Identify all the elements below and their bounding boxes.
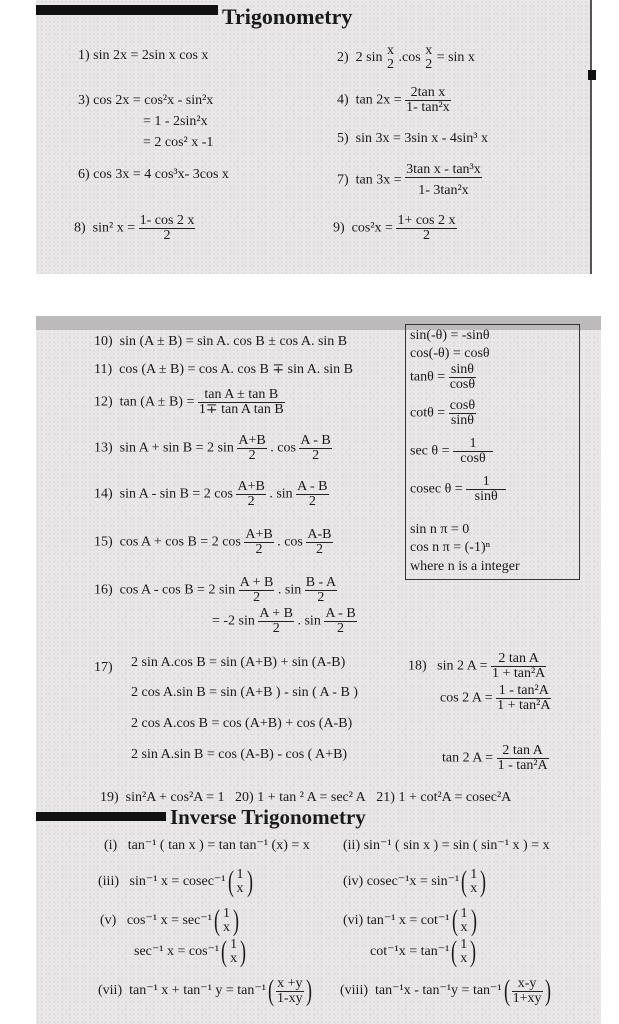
identity-17-line-3: 2 cos A.cos B = cos (A+B) + cos (A-B) (131, 716, 353, 731)
fraction: $\frac{\text{2tan x}}{\text{1- tan²x}}$ (406, 85, 450, 115)
inverse-ii: (ii) sin⁻¹ ( sin x ) = sin ( sin⁻¹ x ) = x (343, 838, 550, 853)
inverse-v-line-2: sec⁻¹ x = cos⁻¹( 1 x ) (134, 935, 247, 968)
fraction: x 2 (425, 43, 433, 72)
basic-identities-box: sin(-θ) = -sinθ cos(-θ) = cosθ tanθ = $\frac{\sin\theta}{\cos\theta}$ cotθ = $\frac{\cos\theta}{\sin\theta}$ sec θ = $\frac{1}{\cos\theta}$ cosec θ = $\frac{1}{\sin\theta}$ sin n π = 0 cos n π = (-1)ⁿ where n is a integer (405, 324, 580, 580)
inverse-viii: (viii) tan⁻¹x - tan⁻¹y = tan⁻¹( $\frac{x-y}{1+xy}$ ) (340, 974, 551, 1007)
identities-19-21: 19) sin²A + cos²A = 1 20) 1 + tan ² A = sec² A 21) 1 + cot²A = cosec²A (100, 790, 512, 805)
identity-15: 15) cos A + cos B = 2 cos $\frac{A+B}{2}$ . cos $\frac{A-B}{2}$ (94, 527, 332, 557)
inverse-i: (i) tan⁻¹ ( tan x ) = tan tan⁻¹ (x) = x (104, 838, 310, 853)
fraction: $\frac{1- \cos 2 x}{2}$ (139, 213, 195, 243)
formula-7: 7) tan 3x = $\frac{\text{3tan x - tan³x}}{\text{1- 3tan²x}}$ (337, 162, 481, 198)
formula-3-line-2: = 1 - 2sin²x (143, 114, 208, 129)
formula-6: 6) cos 3x = 4 cos³x- 3cos x (78, 167, 229, 182)
top-sheet (36, 0, 592, 274)
page-edge-mark (588, 70, 596, 80)
formula-3: 3) cos 2x = cos²x - sin²x (78, 93, 214, 108)
sec-definition: sec θ = $\frac{1}{\cos\theta}$ (410, 437, 493, 466)
title-bar-decoration (36, 5, 218, 15)
identity-10: 10) sin (A ± B) = sin A. cos B ± cos A. sin B (94, 334, 348, 349)
identity-17-line-4: 2 sin A.sin B = cos (A-B) - cos ( A+B) (131, 747, 348, 762)
formula-5: 5) sin 3x = 3sin x - 4sin³ x (337, 131, 488, 146)
inverse-iv: (iv) cosec⁻¹x = sin⁻¹( 1 x ) (343, 865, 487, 898)
identity-16-line-2: = -2 sin $\frac{A + B}{2}$ . sin $\frac{A - B}{2}$ (212, 606, 356, 636)
cosec-definition: cosec θ = $\frac{1}{\sin\theta}$ (410, 475, 506, 504)
inverse-iii: (iii) sin⁻¹ x = cosec⁻¹( 1 x ) (98, 865, 253, 898)
bottom-sheet (36, 316, 601, 1024)
formula-2: 2) 2 sin x 2 .cos x 2 = sin x (337, 43, 475, 72)
section-title-trigonometry: Trigonometry (222, 4, 353, 29)
fraction: $\frac{\text{3tan x - tan³x}}{\text{1- 3tan²x}}$ (406, 162, 481, 198)
identity-17-number: 17) (94, 660, 113, 675)
formula-4: 4) tan 2x = $\frac{\text{2tan x}}{\text{1- tan²x}}$ (337, 85, 450, 115)
identity-13: 13) sin A + sin B = 2 sin $\frac{A+B}{2}$ . cos $\frac{A - B}{2}$ (94, 433, 331, 463)
identity-12: 12) tan (A ± B) = $\frac{\text{tan A ± tan B}}{\text{1∓ tan A tan B}}$ (94, 387, 284, 417)
inverse-v: (v) cos⁻¹ x = sec⁻¹( 1 x ) (100, 904, 239, 937)
inverse-vi-line-2: cot⁻¹x = tan⁻¹( 1 x ) (370, 935, 477, 968)
inverse-title-bar-decoration (36, 812, 166, 821)
identity-14: 14) sin A - sin B = 2 cos $\frac{A+B}{2}$ . sin $\frac{A - B}{2}$ (94, 479, 328, 509)
fraction: $\frac{1+ \cos 2 x}{2}$ (397, 213, 456, 243)
identity-17-line-2: 2 cos A.sin B = sin (A+B ) - sin ( A - B ) (131, 685, 358, 700)
identity-17-line-1: 2 sin A.cos B = sin (A+B) + sin (A-B) (131, 655, 346, 670)
tan-definition: tanθ = $\frac{\sin\theta}{\cos\theta}$ (410, 362, 476, 392)
identity-18-cos2a: cos 2 A = $\frac{\text{1 - tan²A}}{\text{1 + tan²A}}$ (440, 683, 551, 713)
fraction: $\frac{\text{tan A ± tan B}}{\text{1∓ tan A tan B}}$ (198, 387, 284, 417)
identity-18-sin2a: 18) sin 2 A = $\frac{\text{2 tan A}}{\text{1 + tan²A}}$ (408, 651, 546, 681)
formula-8: 8) sin² x = $\frac{1- \cos 2 x}{2}$ (74, 213, 195, 243)
identity-18-tan2a: tan 2 A = $\frac{\text{2 tan A}}{\text{1 - tan²A}}$ (442, 743, 548, 773)
formula-1: 1) sin 2x = 2sin x cos x (78, 48, 209, 63)
fraction: x 2 (387, 43, 395, 72)
inverse-vii: (vii) tan⁻¹ x + tan⁻¹ y = tan⁻¹( $\frac{x +y}{1-xy}$ ) (98, 974, 312, 1007)
identity-11: 11) cos (A ± B) = cos A. cos B ∓ sin A. sin B (94, 362, 353, 377)
identity-16: 16) cos A - cos B = 2 sin $\frac{A + B}{2}$ . sin $\frac{B - A}{2}$ (94, 575, 337, 605)
inverse-vi: (vi) tan⁻¹ x = cot⁻¹( 1 x ) (343, 904, 477, 937)
cot-definition: cotθ = $\frac{\cos\theta}{\sin\theta}$ (410, 398, 476, 428)
formula-3-line-3: = 2 cos² x -1 (143, 135, 214, 150)
formula-9: 9) cos²x = $\frac{1+ \cos 2 x}{2}$ (333, 213, 456, 243)
section-title-inverse-trigonometry: Inverse Trigonometry (170, 805, 366, 829)
